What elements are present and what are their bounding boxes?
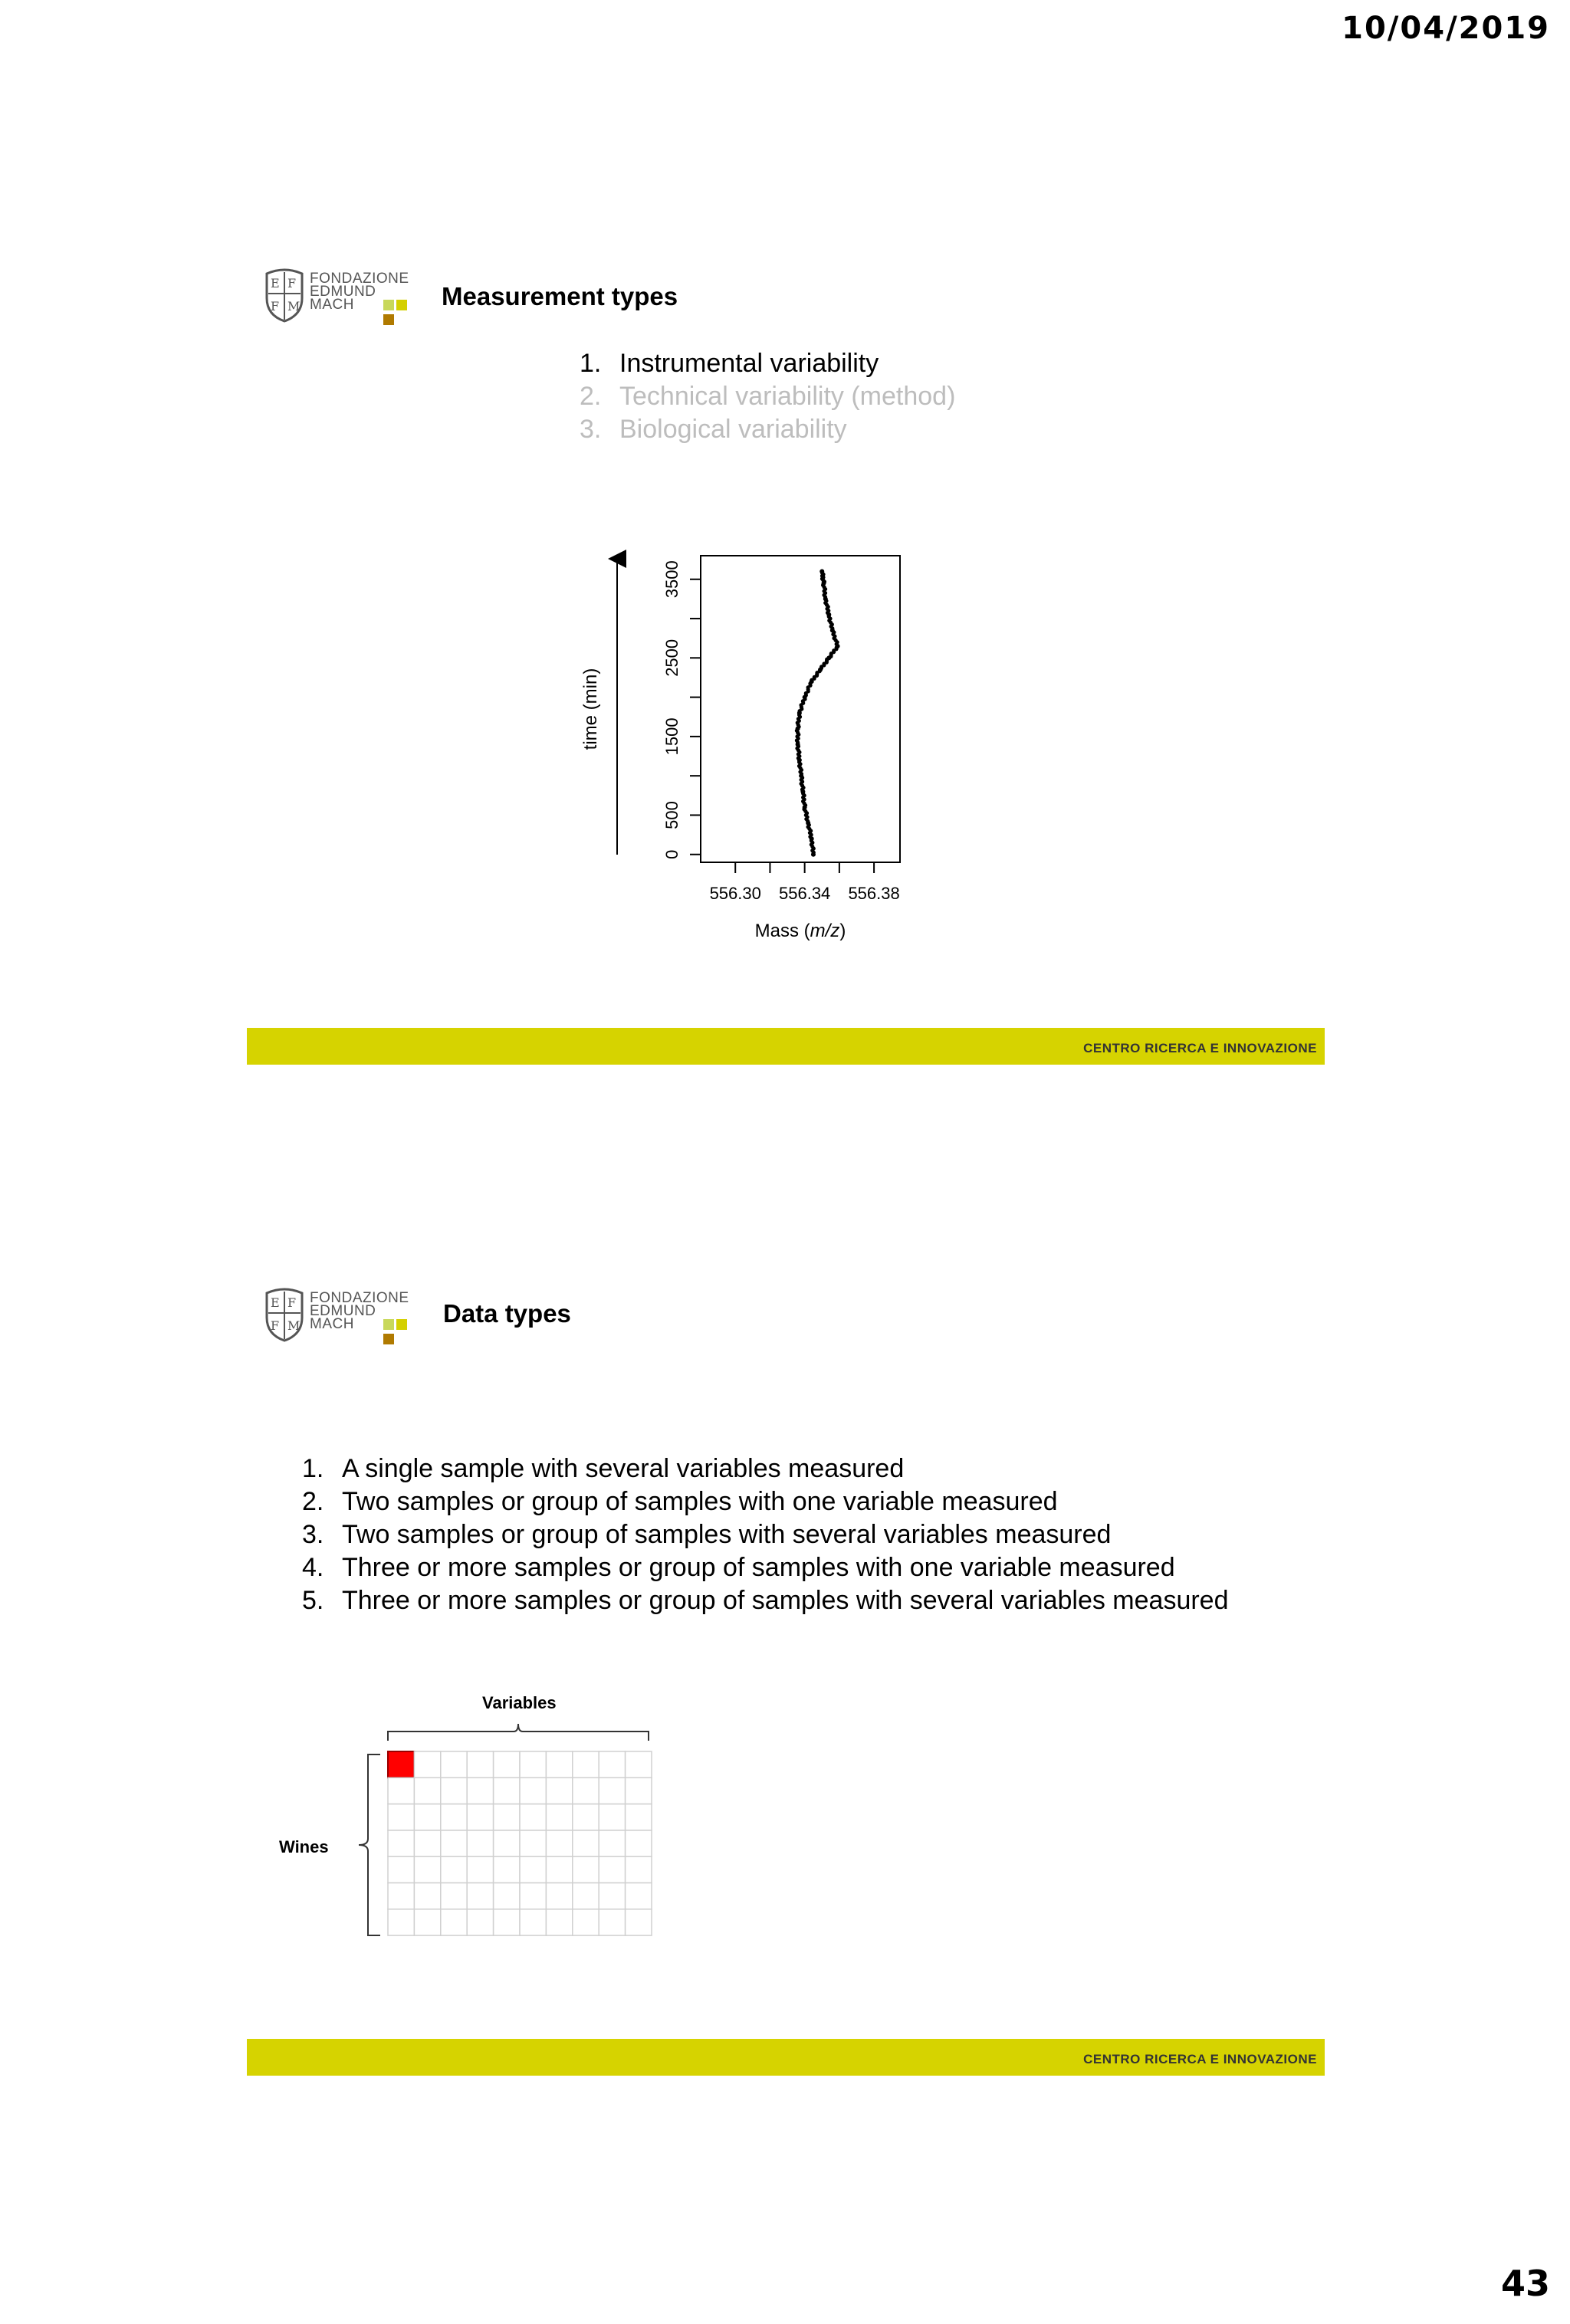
grid-cell: [494, 1751, 520, 1777]
grid-cell: [626, 1856, 652, 1883]
svg-text:E: E: [271, 276, 280, 290]
grid-cell: [520, 1909, 546, 1935]
fem-crest-icon: [264, 268, 305, 323]
grid-cell: [520, 1804, 546, 1830]
grid-cell: [441, 1830, 467, 1856]
data-point: [835, 645, 839, 649]
x-ticks: [710, 862, 900, 903]
grid-cell: [626, 1909, 652, 1935]
highlighted-cell: [388, 1751, 414, 1777]
grid-cell: [467, 1856, 493, 1883]
grid-cell: [414, 1883, 440, 1909]
grid-cell: [388, 1909, 414, 1935]
grid-cell: [626, 1883, 652, 1909]
wines-label: Wines: [279, 1837, 329, 1856]
grid-cell: [494, 1830, 520, 1856]
data-point: [795, 729, 799, 733]
list-item: 3. Two samples or group of samples with several variables measured: [302, 1520, 1112, 1549]
grid-cell: [467, 1804, 493, 1830]
data-types-list: [302, 1452, 1229, 1617]
logo-text: FONDAZIONE EDMUND MACH: [310, 1290, 409, 1332]
grid-cell: [573, 1751, 599, 1777]
grid-cell: [626, 1777, 652, 1804]
grid-cell: [546, 1804, 572, 1830]
grid-cell: [414, 1830, 440, 1856]
x-tick-label: 556.30: [709, 884, 761, 903]
x-tick-label: 556.38: [848, 884, 900, 903]
data-matrix-diagram: [331, 1713, 684, 1958]
grid-cell: [599, 1777, 625, 1804]
logo-square: [383, 314, 394, 325]
grid-cell: [573, 1909, 599, 1935]
mass-time-chart: [569, 548, 967, 962]
grid-cell: [546, 1856, 572, 1883]
data-point: [810, 839, 813, 842]
data-points: [795, 570, 840, 857]
grid-cell: [441, 1856, 467, 1883]
logo-square: [396, 300, 407, 310]
data-point: [803, 698, 806, 701]
data-point: [824, 599, 828, 602]
data-point: [800, 776, 804, 780]
grid-cell: [573, 1883, 599, 1909]
footer-bar: [247, 2039, 1325, 2076]
svg-text:M: M: [287, 299, 301, 313]
footer-bar: [247, 1028, 1325, 1065]
grid-cell: [626, 1804, 652, 1830]
data-point: [820, 571, 824, 575]
slide-data-types: [247, 1269, 1325, 2081]
y-tick-label: 2500: [662, 638, 682, 677]
grid-cell: [573, 1777, 599, 1804]
slide-title: Measurement types: [442, 282, 678, 310]
grid-cell: [573, 1830, 599, 1856]
grid-cell: [414, 1777, 440, 1804]
grid-cell: [467, 1909, 493, 1935]
grid-cell: [414, 1804, 440, 1830]
grid-cell: [599, 1751, 625, 1777]
grid-cells: [388, 1751, 652, 1935]
data-point: [801, 792, 805, 796]
data-point: [796, 744, 800, 748]
logo-square: [383, 1334, 394, 1344]
grid-cell: [414, 1751, 440, 1777]
grid-cell: [414, 1909, 440, 1935]
grid-cell: [467, 1830, 493, 1856]
y-tick-label: 0: [662, 849, 682, 859]
grid-cell: [388, 1883, 414, 1909]
grid-cell: [467, 1751, 493, 1777]
grid-cell: [494, 1777, 520, 1804]
grid-cell: [599, 1856, 625, 1883]
logo-squares: [383, 300, 417, 329]
grid-cell: [573, 1856, 599, 1883]
grid-cell: [388, 1777, 414, 1804]
x-axis-label: Mass (m/z): [754, 921, 846, 941]
logo-square: [383, 1319, 394, 1330]
grid-cell: [520, 1883, 546, 1909]
list-item: 1. Instrumental variability: [580, 349, 879, 378]
grid-cell: [546, 1883, 572, 1909]
y-tick-label: 1500: [662, 717, 682, 756]
measurement-list: [580, 347, 955, 446]
y-tick-label: 3500: [662, 560, 682, 599]
footer-text: CENTRO RICERCA E INNOVAZIONE: [1083, 2052, 1317, 2066]
variables-label: Variables: [482, 1693, 557, 1712]
logo: [264, 264, 417, 326]
data-point: [825, 658, 829, 661]
grid-cell: [494, 1856, 520, 1883]
grid-cell: [494, 1909, 520, 1935]
logo-squares: [383, 1319, 417, 1348]
grid-cell: [626, 1830, 652, 1856]
logo-square: [383, 300, 394, 310]
grid-cell: [494, 1883, 520, 1909]
grid-cell: [546, 1777, 572, 1804]
data-point: [827, 615, 831, 619]
slide-title: Data types: [443, 1299, 571, 1328]
page-date: 10/04/2019: [1342, 11, 1550, 46]
list-item: 2. Two samples or group of samples with one variable measured: [302, 1487, 1058, 1516]
data-point: [808, 681, 812, 685]
data-point: [821, 583, 825, 587]
y-tick-label: 500: [662, 801, 682, 829]
list-item: 1. A single sample with several variables measured: [302, 1454, 905, 1483]
grid-cell: [388, 1856, 414, 1883]
grid-cell: [599, 1883, 625, 1909]
grid-cell: [520, 1777, 546, 1804]
grid-cell: [494, 1804, 520, 1830]
svg-text:M: M: [287, 1318, 301, 1333]
grid-cell: [441, 1883, 467, 1909]
grid-cell: [467, 1777, 493, 1804]
grid-cell: [520, 1830, 546, 1856]
footer-text: CENTRO RICERCA E INNOVAZIONE: [1083, 1041, 1317, 1055]
slide-measurement-types: [247, 249, 1325, 1062]
list-item: 4. Three or more samples or group of samples with one variable measured: [302, 1553, 1175, 1582]
y-ticks: [662, 560, 701, 859]
grid-cell: [441, 1777, 467, 1804]
grid-cell: [388, 1804, 414, 1830]
grid-cell: [546, 1909, 572, 1935]
grid-cell: [467, 1883, 493, 1909]
data-point: [797, 760, 801, 764]
grid-cell: [546, 1751, 572, 1777]
logo-text: FONDAZIONE EDMUND MACH: [310, 271, 409, 313]
grid-cell: [599, 1909, 625, 1935]
fem-crest-icon: [264, 1287, 305, 1342]
logo-square: [396, 1319, 407, 1330]
svg-text:F: F: [271, 1318, 280, 1333]
data-point: [797, 713, 801, 717]
svg-text:F: F: [271, 299, 280, 313]
grid-cell: [520, 1751, 546, 1777]
grid-cell: [546, 1830, 572, 1856]
y-axis-label: time (min): [580, 668, 601, 750]
grid-cell: [441, 1751, 467, 1777]
data-point: [807, 823, 811, 827]
variables-brace: [388, 1724, 649, 1741]
svg-text:F: F: [287, 1295, 297, 1310]
grid-cell: [599, 1830, 625, 1856]
svg-text:E: E: [271, 1295, 280, 1310]
grid-cell: [626, 1751, 652, 1777]
svg-text:F: F: [287, 276, 297, 290]
grid-cell: [573, 1804, 599, 1830]
grid-cell: [388, 1830, 414, 1856]
x-tick-label: 556.34: [779, 884, 831, 903]
grid-cell: [520, 1856, 546, 1883]
logo: [264, 1284, 417, 1345]
wines-brace: [359, 1754, 380, 1935]
list-item: 5. Three or more samples or group of samples with several variables measured: [302, 1586, 1229, 1615]
grid-cell: [441, 1909, 467, 1935]
grid-cell: [441, 1804, 467, 1830]
grid-cell: [414, 1856, 440, 1883]
page-number: 43: [1500, 2263, 1550, 2304]
grid-cell: [599, 1804, 625, 1830]
data-point: [832, 630, 836, 634]
list-item: 3. Biological variability: [580, 415, 847, 444]
data-point: [802, 807, 806, 811]
list-item: 2. Technical variability (method): [580, 382, 956, 411]
